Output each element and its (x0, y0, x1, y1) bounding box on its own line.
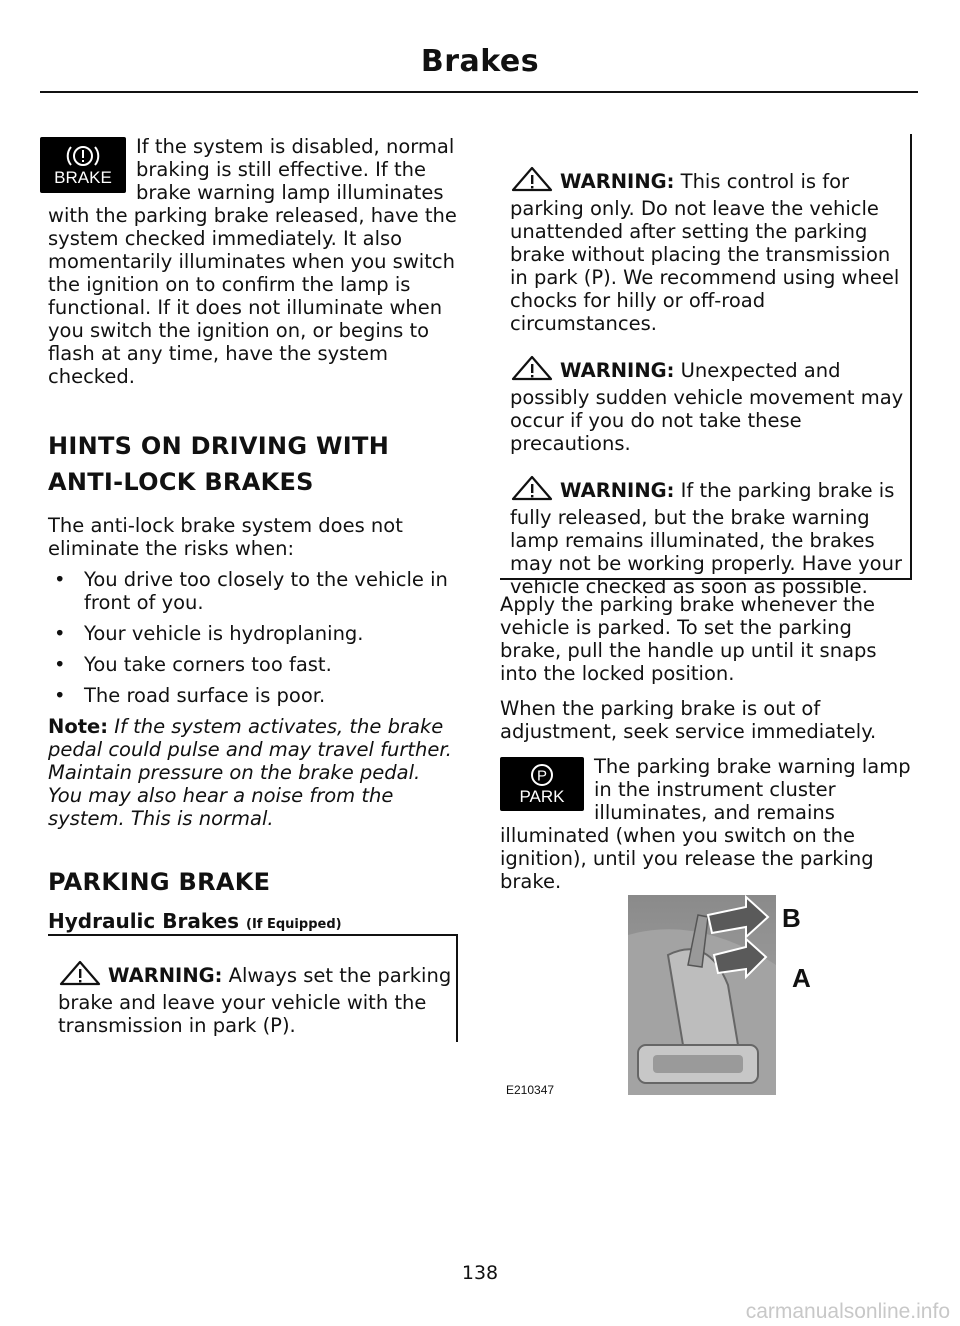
hints-list (48, 568, 460, 707)
page-title: Brakes (420, 44, 540, 79)
header-rule (40, 91, 918, 93)
warning-box-rule (48, 934, 456, 936)
list-item: • You take corners too fast. (48, 653, 460, 676)
adjustment-paragraph: When the parking brake is out of adjustment, seek service immediately. (500, 697, 877, 743)
warning-label: WARNING: (560, 359, 675, 382)
warning-item (510, 355, 904, 455)
page-number: 138 (461, 1262, 499, 1284)
brake-lamp-paragraph: If the system is disabled, normal braking is still effective. If the brake warning lamp illuminates with the parking brake released, have the system checked immediately. It also momentarily illuminates when you switch the ignition on to confirm the lamp is functional. If it does not illuminate when you switch the ignition on, or begins to flash at any time, have the system checked. (48, 135, 457, 388)
parking-brake-illustration (628, 895, 776, 1095)
figure-label-a: A (792, 963, 811, 993)
hydraulic-brakes-qualifier: (If Equipped) (246, 917, 342, 932)
note-label: Note: (48, 715, 109, 738)
left-column (48, 135, 460, 936)
right-column (500, 593, 914, 893)
left-warning-box (48, 934, 458, 1042)
warning-label: WARNING: (560, 479, 675, 502)
warning-label: WARNING: (560, 170, 675, 193)
hydraulic-brakes-title: Hydraulic Brakes (48, 909, 240, 933)
list-item: • You drive too closely to the vehicle in front of you. (48, 568, 460, 614)
hints-heading-line2: ANTI-LOCK BRAKES (48, 468, 314, 496)
apply-parking-brake-paragraph: Apply the parking brake whenever the vehicle is parked. To set the parking brake, pull the handle up until it snaps into the locked position. (500, 593, 877, 685)
hints-heading (48, 428, 460, 500)
park-lamp-paragraph: The parking brake warning lamp in the instrument cluster illuminates, and remains illuminated (when you switch on the ignition), until you release the parking brake. (500, 755, 911, 893)
park-lamp-label: PARK (519, 787, 565, 806)
note (48, 715, 460, 830)
right-warnings (510, 166, 904, 612)
watermark: carmanualsonline.info (745, 1300, 950, 1323)
parking-brake-figure (500, 895, 830, 1100)
park-lamp-block (500, 755, 914, 893)
note-text: If the system activates, the brake pedal could pulse and may travel further. Maintain pressure on the brake pedal. You may also hear a noise from the system. This is normal. (48, 715, 452, 830)
warning-text: Unexpected and possibly sudden vehicle movement may occur if you do not take these precautions. (510, 359, 904, 455)
left-warning (58, 960, 456, 1037)
warning-text: Always set the parking brake and leave your vehicle with the transmission in park (P). (58, 964, 452, 1037)
hints-heading-line1: HINTS ON DRIVING WITH (48, 432, 390, 460)
figure-label-b: B (782, 903, 801, 933)
park-warning-lamp (500, 757, 584, 811)
parking-brake-heading: PARKING BRAKE (48, 868, 271, 896)
brake-warning-icon (66, 143, 100, 169)
warning-text: This control is for parking only. Do not leave the vehicle unattended after setting the parking brake without placing the transmission in park (P). We recommend using wheel chocks for hilly or off-road circumstances. (510, 170, 900, 335)
warning-triangle-icon (510, 355, 554, 386)
warning-item (510, 166, 904, 335)
list-item: • Your vehicle is hydroplaning. (48, 622, 460, 645)
hydraulic-brakes-heading (48, 910, 460, 936)
brake-lamp-label: BRAKE (54, 168, 112, 187)
brake-warning-lamp (40, 137, 126, 193)
park-symbol: P (536, 767, 548, 785)
warning-label: WARNING: (108, 964, 223, 987)
list-item: • The road surface is poor. (48, 684, 460, 707)
warning-triangle-icon (510, 166, 554, 197)
warning-item (510, 475, 904, 598)
warning-triangle-icon (510, 475, 554, 506)
park-circle-icon (527, 762, 557, 788)
warning-text: If the parking brake is fully released, but the brake warning lamp remains illuminated, the brakes may not be working properly. Have your vehicle checked as soon as possible. (510, 479, 902, 598)
figure-code: E210347 (506, 1083, 555, 1097)
warning-triangle-icon (58, 960, 102, 991)
hints-intro: The anti-lock brake system does not eliminate the risks when: (48, 514, 403, 560)
right-warning-box (500, 134, 912, 598)
